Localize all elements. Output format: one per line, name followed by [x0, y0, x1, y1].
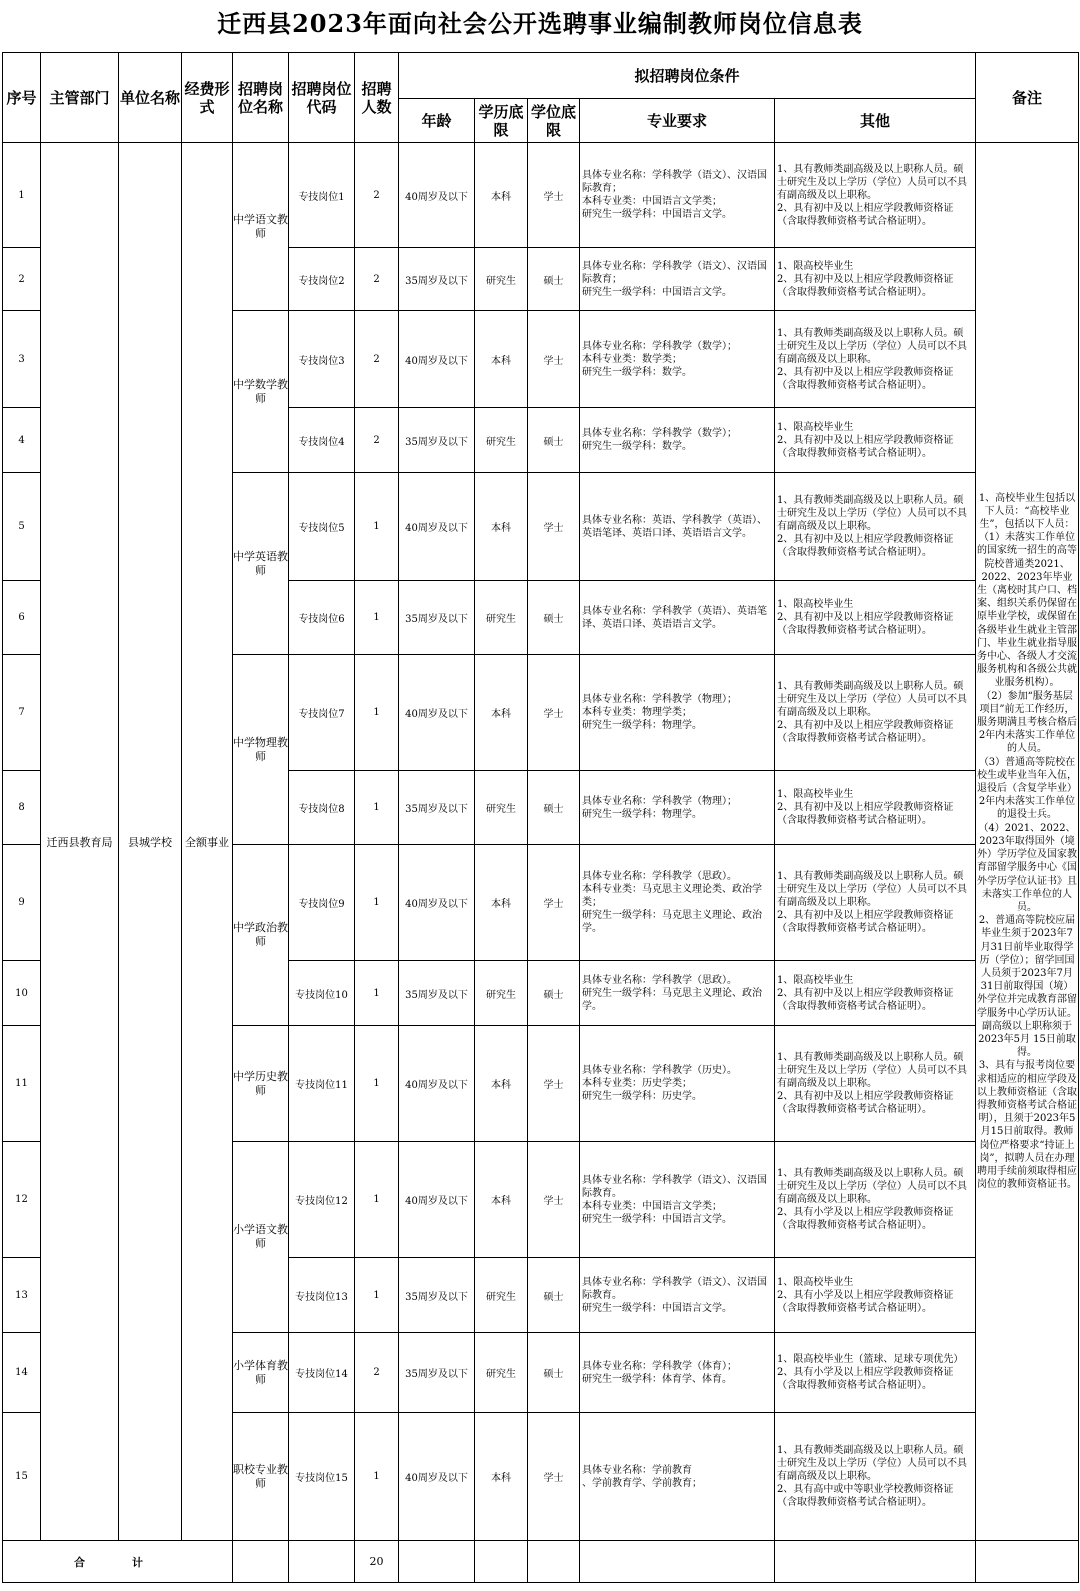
other-cell: 1、限高校毕业生 2、具有初中及以上相应学段教师资格证（含取得教师资格考试合格证明）。: [775, 961, 976, 1026]
age-cell: 40周岁及以下: [399, 143, 475, 248]
age-cell: 35周岁及以下: [399, 581, 475, 655]
count-cell: 1: [355, 655, 399, 771]
major-cell: 具体专业名称：学科教学（英语）、英语笔译、英语口译、英语语言文学。: [580, 581, 775, 655]
count-cell: 2: [355, 143, 399, 248]
header-fund: 经费形式: [182, 53, 233, 143]
other-cell: 1、具有教师类副高级及以上职称人员。硕士研究生及以上学历（学位）人员可以不具有副高级及以上职称。 2、具有初中及以上相应学段教师资格证（含取得教师资格考试合格证明）。: [775, 311, 976, 408]
row-seq: 1: [3, 143, 41, 248]
major-cell: 具体专业名称：学科教学（体育）； 研究生一级学科：体育学、体育。: [580, 1333, 775, 1413]
age-cell: 40周岁及以下: [399, 655, 475, 771]
header-post-code: 招聘岗位代码: [289, 53, 355, 143]
other-cell: 1、限高校毕业生 2、具有初中及以上相应学段教师资格证（含取得教师资格考试合格证明）。: [775, 581, 976, 655]
count-cell: 1: [355, 845, 399, 961]
row-seq: 7: [3, 655, 41, 771]
count-cell: 1: [355, 473, 399, 581]
degree-cell: 学士: [528, 655, 580, 771]
other-cell: 1、限高校毕业生 2、具有初中及以上相应学段教师资格证（含取得教师资格考试合格证明）。: [775, 771, 976, 845]
row-seq: 5: [3, 473, 41, 581]
post-code-cell: 专技岗位5: [289, 473, 355, 581]
other-cell: 1、具有教师类副高级及以上职称人员。硕士研究生及以上学历（学位）人员可以不具有副高级及以上职称。 2、具有初中及以上相应学段教师资格证（含取得教师资格考试合格证明）。: [775, 1026, 976, 1142]
dept-cell: 迁西县教育局: [41, 143, 119, 1541]
degree-cell: 学士: [528, 1413, 580, 1541]
edu-cell: 研究生: [475, 1333, 528, 1413]
post-code-cell: 专技岗位12: [289, 1142, 355, 1258]
total-empty-7: [775, 1541, 976, 1583]
edu-cell: 本科: [475, 311, 528, 408]
row-seq: 2: [3, 248, 41, 311]
degree-cell: 学士: [528, 1142, 580, 1258]
row-seq: 3: [3, 311, 41, 408]
edu-cell: 研究生: [475, 408, 528, 473]
major-cell: 具体专业名称：学科教学（思政）。 本科专业类：马克思主义理论类、政治学类； 研究生一级学科：马克思主义理论、政治学。: [580, 845, 775, 961]
major-cell: 具体专业名称：学科教学（语文）、汉语国际教育； 研究生一级学科：中国语言文学。: [580, 248, 775, 311]
header-dept: 主管部门: [41, 53, 119, 143]
edu-cell: 研究生: [475, 1258, 528, 1333]
total-empty-5: [528, 1541, 580, 1583]
row-seq: 6: [3, 581, 41, 655]
fund-cell: 全额事业: [182, 143, 233, 1541]
post-code-cell: 专技岗位7: [289, 655, 355, 771]
header-conditions: 拟招聘岗位条件: [399, 53, 976, 99]
degree-cell: 学士: [528, 1026, 580, 1142]
total-empty-3: [399, 1541, 475, 1583]
age-cell: 35周岁及以下: [399, 1258, 475, 1333]
major-cell: 具体专业名称：英语、学科教学（英语）、英语笔译、英语口译、英语语言文学。: [580, 473, 775, 581]
row-seq: 13: [3, 1258, 41, 1333]
degree-cell: 硕士: [528, 771, 580, 845]
age-cell: 35周岁及以下: [399, 408, 475, 473]
age-cell: 35周岁及以下: [399, 1333, 475, 1413]
header-count: 招聘人数: [355, 53, 399, 143]
row-seq: 11: [3, 1026, 41, 1142]
post-name-cell: 中学政治教师: [233, 845, 289, 1026]
edu-cell: 本科: [475, 655, 528, 771]
header-major: 专业要求: [580, 99, 775, 143]
unit-cell: 县城学校: [119, 143, 182, 1541]
post-code-cell: 专技岗位2: [289, 248, 355, 311]
header-unit: 单位名称: [119, 53, 182, 143]
count-cell: 2: [355, 1333, 399, 1413]
post-code-cell: 专技岗位6: [289, 581, 355, 655]
header-other: 其他: [775, 99, 976, 143]
post-code-cell: 专技岗位10: [289, 961, 355, 1026]
total-empty-1: [233, 1541, 289, 1583]
age-cell: 40周岁及以下: [399, 473, 475, 581]
other-cell: 1、具有教师类副高级及以上职称人员。硕士研究生及以上学历（学位）人员可以不具有副高级及以上职称。 2、具有高中或中等职业学校教师资格证（含取得教师资格考试合格证明）。: [775, 1413, 976, 1541]
age-cell: 40周岁及以下: [399, 845, 475, 961]
major-cell: 具体专业名称：学科教学（历史）。 本科专业类：历史学类； 研究生一级学科：历史学。: [580, 1026, 775, 1142]
post-name-cell: 中学英语教师: [233, 473, 289, 655]
edu-cell: 本科: [475, 473, 528, 581]
row-seq: 12: [3, 1142, 41, 1258]
other-cell: 1、限高校毕业生 2、具有初中及以上相应学段教师资格证（含取得教师资格考试合格证明）。: [775, 248, 976, 311]
major-cell: 具体专业名称：学科教学（语文）、汉语国际教育。 本科专业类：中国语言文学类； 研究生一级学科：中国语言文学。: [580, 1142, 775, 1258]
major-cell: 具体专业名称：学前教育 、学前教育学、学前教育；: [580, 1413, 775, 1541]
edu-cell: 本科: [475, 1142, 528, 1258]
edu-cell: 研究生: [475, 771, 528, 845]
header-post-name: 招聘岗位名称: [233, 53, 289, 143]
header-remark: 备注: [976, 53, 1079, 143]
total-count: 20: [355, 1541, 399, 1583]
other-cell: 1、具有教师类副高级及以上职称人员。硕士研究生及以上学历（学位）人员可以不具有副高级及以上职称。 2、具有初中及以上相应学段教师资格证（含取得教师资格考试合格证明）。: [775, 655, 976, 771]
age-cell: 35周岁及以下: [399, 771, 475, 845]
age-cell: 35周岁及以下: [399, 961, 475, 1026]
count-cell: 1: [355, 771, 399, 845]
table-row: [3, 143, 1079, 248]
post-name-cell: 职校专业教师: [233, 1413, 289, 1541]
degree-cell: 学士: [528, 845, 580, 961]
post-name-cell: 中学历史教师: [233, 1026, 289, 1142]
total-empty-6: [580, 1541, 775, 1583]
post-code-cell: 专技岗位13: [289, 1258, 355, 1333]
other-cell: 1、具有教师类副高级及以上职称人员。硕士研究生及以上学历（学位）人员可以不具有副高级及以上职称。 2、具有初中及以上相应学段教师资格证（含取得教师资格考试合格证明）。: [775, 473, 976, 581]
row-seq: 9: [3, 845, 41, 961]
recruitment-table: [2, 52, 1079, 1583]
edu-cell: 本科: [475, 143, 528, 248]
major-cell: 具体专业名称：学科教学（物理）； 本科专业类：物理学类； 研究生一级学科：物理学。: [580, 655, 775, 771]
major-cell: 具体专业名称：学科教学（语文）、汉语国际教育。 研究生一级学科：中国语言文学。: [580, 1258, 775, 1333]
count-cell: 2: [355, 311, 399, 408]
remark-cell: 1、高校毕业生包括以下人员：“高校毕业生”，包括以下人员： （1）未落实工作单位的国家统一招生的高等院校普通类2021、2022、2023年毕业生（离校时其户口、档案、组织关系仍保留在原毕业学校，或保留在各级毕业生就业主管部门、毕业生就业指导服务中心、各级人才交流服务机构和各级公共就业服务机构）。 （2）参加“服务基层项目”前无工作经历，服务期满且考核合格后2年内未落实工作单位的人员。 （3）普通高等院校在校生或毕业当年入伍，退役后（含复学毕业）2年内未落实工作单位的退役士兵。 （4）2021、2022、2023年取得国外（境外）学历学位及国家教育部留学服务中心《国外学历学位认证书》且未落实工作单位的人员。 2、普通高等院校应届毕业生须于2023年7月31日前毕业取得学历（学位）；留学回国人员须于2023年7月31日前取得国（境）外学位并完成教育部留学服务中心学历认证。副高级以上职称须于2023年5月 15日前取得。 3、具有与报考岗位要求相适应的相应学段及以上教师资格证（含取得教师资格考试合格证明），且须于2023年5月15日前取得。教师岗位严格要求“持证上岗”，拟聘人员在办理聘用手续前须取得相应岗位的教师资格证书。: [976, 143, 1079, 1541]
row-seq: 8: [3, 771, 41, 845]
age-cell: 40周岁及以下: [399, 1142, 475, 1258]
post-code-cell: 专技岗位8: [289, 771, 355, 845]
header-age: 年龄: [399, 99, 475, 143]
post-code-cell: 专技岗位1: [289, 143, 355, 248]
count-cell: 1: [355, 1142, 399, 1258]
header-seq: 序号: [3, 53, 41, 143]
degree-cell: 硕士: [528, 248, 580, 311]
edu-cell: 本科: [475, 845, 528, 961]
post-code-cell: 专技岗位3: [289, 311, 355, 408]
count-cell: 1: [355, 1026, 399, 1142]
major-cell: 具体专业名称：学科教学（思政）。 研究生一级学科：马克思主义理论、政治学。: [580, 961, 775, 1026]
page-title: 迁西县2023年面向社会公开选聘事业编制教师岗位信息表: [217, 9, 863, 38]
major-cell: 具体专业名称：学科教学（数学）； 研究生一级学科：数学。: [580, 408, 775, 473]
post-name-cell: 中学物理教师: [233, 655, 289, 845]
count-cell: 1: [355, 961, 399, 1026]
degree-cell: 硕士: [528, 408, 580, 473]
major-cell: 具体专业名称：学科教学（语文）、汉语国际教育； 本科专业类：中国语言文学类； 研究生一级学科：中国语言文学。: [580, 143, 775, 248]
edu-cell: 研究生: [475, 248, 528, 311]
post-code-cell: 专技岗位9: [289, 845, 355, 961]
count-cell: 1: [355, 1413, 399, 1541]
post-name-cell: 中学数学教师: [233, 311, 289, 473]
count-cell: 2: [355, 248, 399, 311]
edu-cell: 本科: [475, 1026, 528, 1142]
degree-cell: 硕士: [528, 1333, 580, 1413]
header-edu: 学历底限: [475, 99, 528, 143]
other-cell: 1、具有教师类副高级及以上职称人员。硕士研究生及以上学历（学位）人员可以不具有副高级及以上职称。 2、具有初中及以上相应学段教师资格证（含取得教师资格考试合格证明）。: [775, 845, 976, 961]
other-cell: 1、限高校毕业生 2、具有初中及以上相应学段教师资格证（含取得教师资格考试合格证明）。: [775, 408, 976, 473]
post-name-cell: 小学体育教师: [233, 1333, 289, 1413]
degree-cell: 硕士: [528, 961, 580, 1026]
degree-cell: 学士: [528, 473, 580, 581]
header-degree: 学位底限: [528, 99, 580, 143]
post-name-cell: 小学语文教师: [233, 1142, 289, 1333]
row-seq: 15: [3, 1413, 41, 1541]
total-empty-2: [289, 1541, 355, 1583]
post-code-cell: 专技岗位14: [289, 1333, 355, 1413]
total-empty-8: [976, 1541, 1079, 1583]
total-empty-4: [475, 1541, 528, 1583]
degree-cell: 学士: [528, 311, 580, 408]
degree-cell: 学士: [528, 143, 580, 248]
total-label: 合 计: [3, 1541, 233, 1583]
count-cell: 2: [355, 408, 399, 473]
post-code-cell: 专技岗位4: [289, 408, 355, 473]
row-seq: 4: [3, 408, 41, 473]
major-cell: 具体专业名称：学科教学（数学）； 本科专业类：数学类； 研究生一级学科：数学。: [580, 311, 775, 408]
other-cell: 1、具有教师类副高级及以上职称人员。硕士研究生及以上学历（学位）人员可以不具有副高级及以上职称。 2、具有初中及以上相应学段教师资格证（含取得教师资格考试合格证明）。: [775, 143, 976, 248]
age-cell: 35周岁及以下: [399, 248, 475, 311]
other-cell: 1、限高校毕业生 2、具有小学及以上相应学段教师资格证（含取得教师资格考试合格证明）。: [775, 1258, 976, 1333]
post-code-cell: 专技岗位15: [289, 1413, 355, 1541]
other-cell: 1、具有教师类副高级及以上职称人员。硕士研究生及以上学历（学位）人员可以不具有副高级及以上职称。 2、具有小学及以上相应学段教师资格证（含取得教师资格考试合格证明）。: [775, 1142, 976, 1258]
edu-cell: 研究生: [475, 961, 528, 1026]
post-name-cell: 中学语文教师: [233, 143, 289, 311]
row-seq: 10: [3, 961, 41, 1026]
edu-cell: 本科: [475, 1413, 528, 1541]
degree-cell: 硕士: [528, 581, 580, 655]
count-cell: 1: [355, 581, 399, 655]
post-code-cell: 专技岗位11: [289, 1026, 355, 1142]
age-cell: 40周岁及以下: [399, 1026, 475, 1142]
other-cell: 1、限高校毕业生（篮球、足球专项优先） 2、具有小学及以上相应学段教师资格证（含取得教师资格考试合格证明）。: [775, 1333, 976, 1413]
edu-cell: 研究生: [475, 581, 528, 655]
count-cell: 1: [355, 1258, 399, 1333]
row-seq: 14: [3, 1333, 41, 1413]
major-cell: 具体专业名称：学科教学（物理）； 研究生一级学科：物理学。: [580, 771, 775, 845]
age-cell: 40周岁及以下: [399, 1413, 475, 1541]
age-cell: 40周岁及以下: [399, 311, 475, 408]
degree-cell: 硕士: [528, 1258, 580, 1333]
